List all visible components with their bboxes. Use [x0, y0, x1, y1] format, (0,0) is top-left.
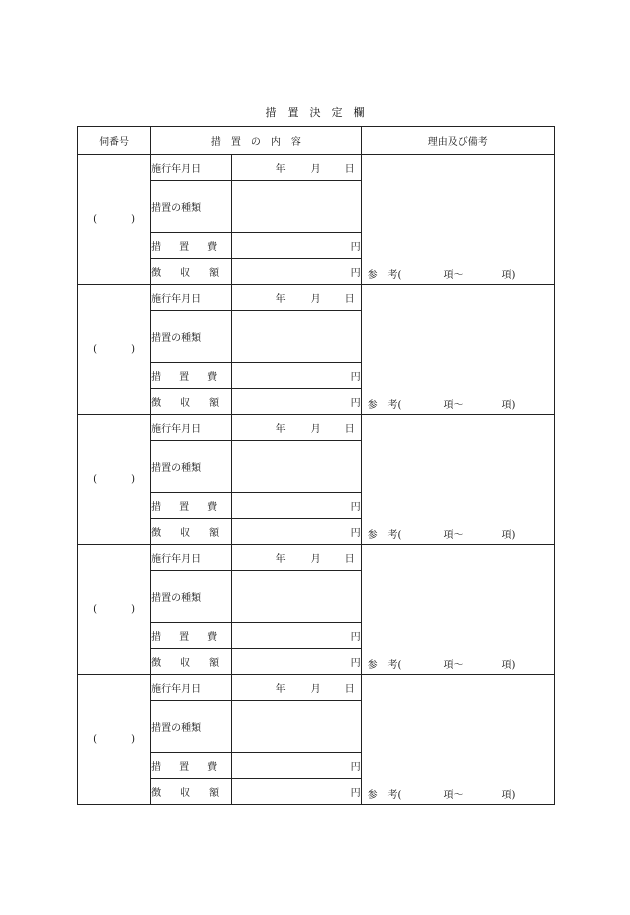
close-paren: ) — [131, 214, 136, 225]
cost-char: 置 — [179, 242, 190, 253]
inquiry-number-cell[interactable] — [78, 285, 151, 415]
collect-char: 収 — [180, 268, 191, 279]
entry-row-date — [78, 675, 555, 701]
cost-char: 措 — [151, 372, 162, 383]
yen-unit: 円 — [350, 528, 361, 539]
cost-label — [151, 753, 232, 779]
reference-from: 項～ — [443, 660, 464, 671]
reference-from: 項～ — [443, 400, 464, 411]
collect-char: 徴 — [151, 398, 162, 409]
reference-to: 項) — [501, 660, 516, 671]
open-paren: ( — [93, 474, 97, 485]
open-paren: ( — [93, 214, 97, 225]
reference-line — [362, 266, 554, 284]
header-content: 措 置 の 内 容 — [151, 127, 361, 155]
cost-field[interactable] — [232, 233, 361, 259]
type-field[interactable] — [232, 701, 361, 753]
collect-char: 額 — [209, 528, 220, 539]
page-title: 措 置 決 定 欄 — [265, 106, 365, 119]
reference-line — [362, 656, 554, 674]
cost-field[interactable] — [232, 623, 361, 649]
month-unit: 月 — [310, 164, 321, 175]
year-unit: 年 — [275, 294, 286, 305]
header-row — [78, 127, 555, 155]
collect-char: 額 — [209, 788, 220, 799]
yen-unit: 円 — [350, 372, 361, 383]
collect-char: 徴 — [151, 528, 162, 539]
date-label: 施行年月日 — [151, 675, 232, 701]
reference-label: 参 考( — [367, 790, 402, 801]
cost-char: 費 — [207, 372, 218, 383]
entry-row-date — [78, 415, 555, 441]
reference-label: 参 考( — [367, 270, 402, 281]
reference-line — [362, 396, 554, 414]
cost-char: 措 — [151, 242, 162, 253]
collect-char: 収 — [180, 658, 191, 669]
collect-label — [151, 389, 232, 415]
date-label: 施行年月日 — [151, 545, 232, 571]
reference-from: 項～ — [443, 270, 464, 281]
cost-field[interactable] — [232, 753, 361, 779]
reference-from: 項～ — [443, 790, 464, 801]
date-label: 施行年月日 — [151, 415, 232, 441]
collect-label — [151, 779, 232, 805]
collect-char: 額 — [209, 398, 220, 409]
type-field[interactable] — [232, 441, 361, 493]
yen-unit: 円 — [350, 632, 361, 643]
close-paren: ) — [131, 474, 136, 485]
month-unit: 月 — [310, 554, 321, 565]
cost-label — [151, 493, 232, 519]
collect-char: 額 — [209, 268, 220, 279]
month-unit: 月 — [310, 684, 321, 695]
date-field[interactable] — [232, 415, 361, 441]
remarks-cell[interactable] — [361, 545, 554, 675]
date-label: 施行年月日 — [151, 285, 232, 311]
yen-unit: 円 — [350, 788, 361, 799]
type-field[interactable] — [232, 181, 361, 233]
type-label: 措置の種類 — [151, 441, 232, 493]
year-unit: 年 — [275, 424, 286, 435]
cost-char: 置 — [179, 502, 190, 513]
cost-char: 置 — [179, 372, 190, 383]
cost-char: 置 — [179, 632, 190, 643]
cost-field[interactable] — [232, 363, 361, 389]
month-unit: 月 — [310, 294, 321, 305]
collect-char: 徴 — [151, 658, 162, 669]
remarks-cell[interactable] — [361, 415, 554, 545]
collect-field[interactable] — [232, 389, 361, 415]
entry-row-date — [78, 545, 555, 571]
reference-line — [362, 526, 554, 544]
reference-to: 項) — [501, 530, 516, 541]
reference-line — [362, 786, 554, 804]
reference-from: 項～ — [443, 530, 464, 541]
yen-unit: 円 — [350, 762, 361, 773]
collect-field[interactable] — [232, 519, 361, 545]
date-field[interactable] — [232, 155, 361, 181]
measure-decision-table — [77, 126, 555, 805]
inquiry-number-cell[interactable] — [78, 155, 151, 285]
collect-label — [151, 649, 232, 675]
date-field[interactable] — [232, 285, 361, 311]
collect-char: 収 — [180, 398, 191, 409]
open-paren: ( — [93, 344, 97, 355]
yen-unit: 円 — [350, 658, 361, 669]
type-field[interactable] — [232, 311, 361, 363]
inquiry-number-cell[interactable] — [78, 675, 151, 805]
entry-row-date — [78, 155, 555, 181]
inquiry-number-parens — [93, 734, 135, 745]
yen-unit: 円 — [350, 268, 361, 279]
date-field[interactable] — [232, 675, 361, 701]
cost-label — [151, 623, 232, 649]
entry-row-date — [78, 285, 555, 311]
collect-label — [151, 519, 232, 545]
inquiry-number-parens — [93, 344, 135, 355]
date-label: 施行年月日 — [151, 155, 232, 181]
open-paren: ( — [93, 604, 97, 615]
collect-char: 収 — [180, 788, 191, 799]
inquiry-number-parens — [93, 214, 135, 225]
cost-label — [151, 363, 232, 389]
year-unit: 年 — [275, 684, 286, 695]
cost-char: 費 — [207, 762, 218, 773]
collect-field[interactable] — [232, 779, 361, 805]
reference-to: 項) — [501, 790, 516, 801]
close-paren: ) — [131, 344, 136, 355]
inquiry-number-cell[interactable] — [78, 545, 151, 675]
collect-char: 収 — [180, 528, 191, 539]
collect-field[interactable] — [232, 259, 361, 285]
inquiry-number-parens — [93, 604, 135, 615]
cost-char: 費 — [207, 502, 218, 513]
remarks-cell[interactable] — [361, 155, 554, 285]
year-unit: 年 — [275, 164, 286, 175]
collect-label — [151, 259, 232, 285]
open-paren: ( — [93, 734, 97, 745]
cost-char: 措 — [151, 762, 162, 773]
type-label: 措置の種類 — [151, 311, 232, 363]
month-unit: 月 — [310, 424, 321, 435]
yen-unit: 円 — [350, 242, 361, 253]
cost-char: 措 — [151, 502, 162, 513]
day-unit: 日 — [344, 684, 355, 695]
cost-char: 置 — [179, 762, 190, 773]
day-unit: 日 — [344, 164, 355, 175]
collect-char: 徴 — [151, 268, 162, 279]
yen-unit: 円 — [350, 502, 361, 513]
cost-char: 措 — [151, 632, 162, 643]
type-label: 措置の種類 — [151, 701, 232, 753]
type-field[interactable] — [232, 571, 361, 623]
reference-to: 項) — [501, 400, 516, 411]
header-remarks: 理由及び備考 — [361, 127, 554, 155]
yen-unit: 円 — [350, 398, 361, 409]
reference-label: 参 考( — [367, 400, 402, 411]
remarks-cell[interactable] — [361, 285, 554, 415]
reference-to: 項) — [501, 270, 516, 281]
collect-char: 徴 — [151, 788, 162, 799]
inquiry-number-parens — [93, 474, 135, 485]
day-unit: 日 — [344, 294, 355, 305]
date-field[interactable] — [232, 545, 361, 571]
reference-label: 参 考( — [367, 660, 402, 671]
close-paren: ) — [131, 734, 136, 745]
day-unit: 日 — [344, 554, 355, 565]
type-label: 措置の種類 — [151, 571, 232, 623]
day-unit: 日 — [344, 424, 355, 435]
reference-label: 参 考( — [367, 530, 402, 541]
cost-char: 費 — [207, 242, 218, 253]
year-unit: 年 — [275, 554, 286, 565]
header-number: 伺番号 — [78, 127, 151, 155]
inquiry-number-cell[interactable] — [78, 415, 151, 545]
collect-field[interactable] — [232, 649, 361, 675]
cost-field[interactable] — [232, 493, 361, 519]
close-paren: ) — [131, 604, 136, 615]
type-label: 措置の種類 — [151, 181, 232, 233]
cost-char: 費 — [207, 632, 218, 643]
cost-label — [151, 233, 232, 259]
collect-char: 額 — [209, 658, 220, 669]
remarks-cell[interactable] — [361, 675, 554, 805]
